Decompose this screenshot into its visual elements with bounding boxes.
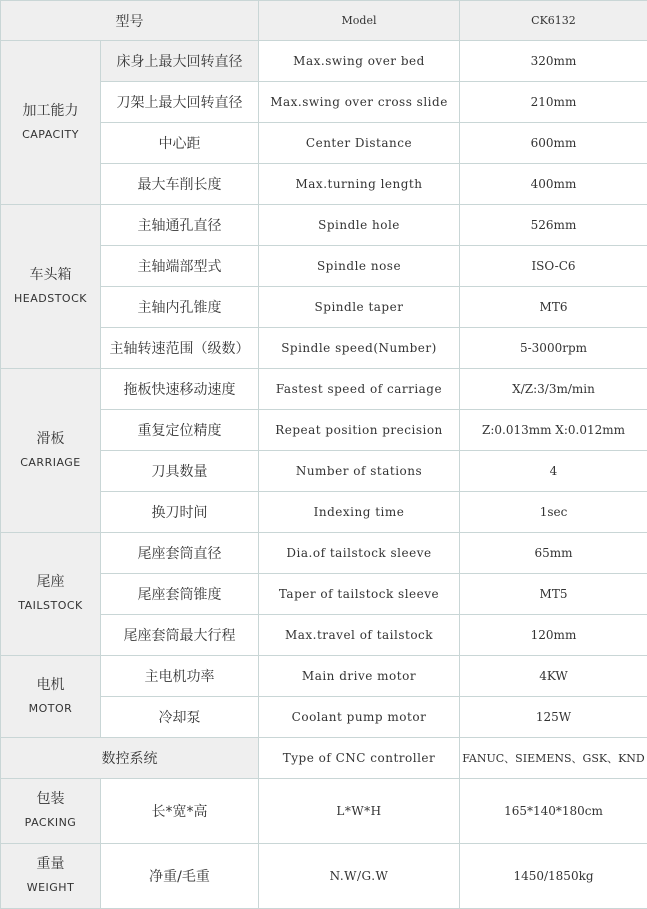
spec-value: 1sec — [460, 492, 647, 533]
spec-name-en: Repeat position precision — [259, 410, 460, 451]
spec-name-cn: 拖板快速移动速度 — [101, 369, 259, 410]
header-model-value: CK6132 — [460, 1, 647, 41]
spec-row — [1, 533, 647, 574]
spec-name-cn: 重复定位精度 — [101, 410, 259, 451]
group-capacity — [1, 41, 101, 205]
spec-name-cn: 尾座套筒最大行程 — [101, 615, 259, 656]
spec-value: 125W — [460, 697, 647, 738]
spec-name-en: Coolant pump motor — [259, 697, 460, 738]
spec-name-cn: 冷却泵 — [101, 697, 259, 738]
group-carriage — [1, 369, 101, 533]
spec-name-cn: 刀架上最大回转直径 — [101, 82, 259, 123]
spec-value: MT6 — [460, 287, 647, 328]
spec-name-en: Dia.of tailstock sleeve — [259, 533, 460, 574]
cnc-value: FANUC、SIEMENS、GSK、KND — [460, 738, 647, 779]
group-motor — [1, 656, 101, 738]
spec-name-en: Center Distance — [259, 123, 460, 164]
spec-row — [1, 656, 647, 697]
spec-name-en: Max.turning length — [259, 164, 460, 205]
spec-name-cn: 主轴内孔锥度 — [101, 287, 259, 328]
spec-name-cn: 尾座套筒直径 — [101, 533, 259, 574]
spec-name-en: Fastest speed of carriage — [259, 369, 460, 410]
spec-name-en: Taper of tailstock sleeve — [259, 574, 460, 615]
packing-name-en: L*W*H — [259, 779, 460, 844]
spec-value: 600mm — [460, 123, 647, 164]
spec-name-en: Main drive motor — [259, 656, 460, 697]
spec-value: 210mm — [460, 82, 647, 123]
spec-name-en: Spindle hole — [259, 205, 460, 246]
cnc-label-cn: 数控系统 — [1, 738, 259, 779]
header-model-en: Model — [259, 1, 460, 41]
spec-name-cn: 中心距 — [101, 123, 259, 164]
spec-name-en: Spindle nose — [259, 246, 460, 287]
spec-value: 120mm — [460, 615, 647, 656]
group-weight — [1, 844, 101, 909]
group-label-en: MOTOR — [28, 701, 73, 715]
group-label-en: HEADSTOCK — [14, 291, 87, 305]
group-label-en: PACKING — [24, 816, 77, 829]
spec-value: 526mm — [460, 205, 647, 246]
group-tailstock — [1, 533, 101, 656]
header-model-cn: 型号 — [1, 1, 259, 41]
group-label-cn: 滑板 — [36, 430, 65, 447]
spec-row — [1, 369, 647, 410]
spec-name-cn: 尾座套筒锥度 — [101, 574, 259, 615]
packing-name-cn: 长*宽*高 — [101, 779, 259, 844]
spec-name-cn: 最大车削长度 — [101, 164, 259, 205]
spec-value: 400mm — [460, 164, 647, 205]
group-label-cn: 电机 — [36, 676, 65, 693]
group-label-cn: 包装 — [36, 791, 65, 807]
spec-name-cn: 主电机功率 — [101, 656, 259, 697]
weight-name-cn: 净重/毛重 — [101, 844, 259, 909]
group-headstock — [1, 205, 101, 369]
weight-row — [1, 844, 647, 909]
spec-value: ISO-C6 — [460, 246, 647, 287]
spec-name-cn: 刀具数量 — [101, 451, 259, 492]
cnc-label-en: Type of CNC controller — [259, 738, 460, 779]
spec-name-en: Spindle taper — [259, 287, 460, 328]
spec-name-en: Max.swing over cross slide — [259, 82, 460, 123]
spec-value: X/Z:3/3m/min — [460, 369, 647, 410]
packing-value: 165*140*180cm — [460, 779, 647, 844]
spec-value: 5-3000rpm — [460, 328, 647, 369]
spec-value: 4 — [460, 451, 647, 492]
spec-name-cn: 主轴端部型式 — [101, 246, 259, 287]
spec-name-cn: 主轴通孔直径 — [101, 205, 259, 246]
group-label-cn: 尾座 — [36, 574, 65, 590]
spec-row — [1, 41, 647, 82]
group-label-cn: 加工能力 — [22, 102, 79, 119]
spec-value: Z:0.013mm X:0.012mm — [460, 410, 647, 451]
group-label-en: WEIGHT — [26, 881, 75, 894]
group-label-en: CAPACITY — [22, 127, 79, 141]
spec-name-en: Indexing time — [259, 492, 460, 533]
group-label-en: TAILSTOCK — [18, 599, 83, 612]
packing-row — [1, 779, 647, 844]
spec-name-cn: 主轴转速范围（级数） — [101, 328, 259, 369]
spec-row — [1, 205, 647, 246]
spec-name-cn: 换刀时间 — [101, 492, 259, 533]
spec-name-cn: 床身上最大回转直径 — [101, 41, 259, 82]
weight-name-en: N.W/G.W — [259, 844, 460, 909]
cnc-row — [1, 738, 647, 779]
header-row — [1, 1, 647, 41]
spec-name-en: Spindle speed(Number) — [259, 328, 460, 369]
spec-value: MT5 — [460, 574, 647, 615]
group-packing — [1, 779, 101, 844]
spec-name-en: Max.swing over bed — [259, 41, 460, 82]
spec-value: 65mm — [460, 533, 647, 574]
spec-name-en: Number of stations — [259, 451, 460, 492]
group-label-cn: 车头箱 — [29, 266, 72, 283]
spec-name-en: Max.travel of tailstock — [259, 615, 460, 656]
weight-value: 1450/1850kg — [460, 844, 647, 909]
spec-value: 320mm — [460, 41, 647, 82]
group-label-cn: 重量 — [36, 856, 65, 872]
spec-value: 4KW — [460, 656, 647, 697]
group-label-en: CARRIAGE — [20, 455, 81, 469]
